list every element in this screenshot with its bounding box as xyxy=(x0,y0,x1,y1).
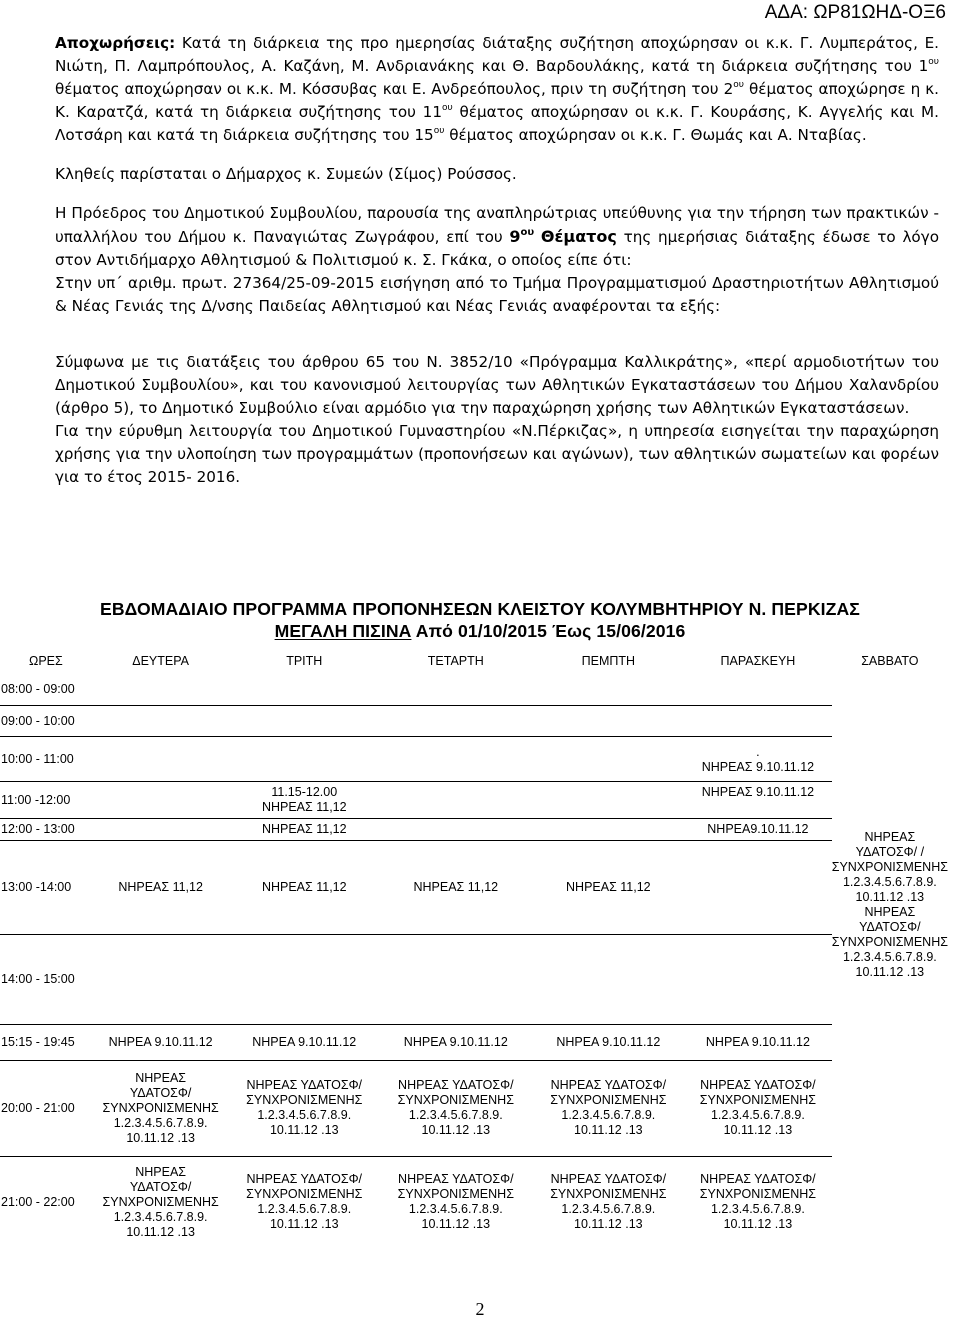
booking-line: 10.11.12 .13 xyxy=(723,1217,793,1232)
monday-cell xyxy=(92,818,230,840)
wednesday-cell xyxy=(379,1060,533,1156)
empty-cell xyxy=(379,781,684,818)
ordinal-sup: ου xyxy=(928,56,939,67)
time-slot: 20:00 - 21:00 xyxy=(0,1060,92,1156)
booking-line: 10.11.12 .13 xyxy=(574,1217,643,1232)
thursday-cell xyxy=(533,1060,685,1156)
wednesday-cell: ΝΗΡΕΑ 9.10.11.12 xyxy=(379,1024,533,1060)
booking-text: ΝΗΡΕΑΣ 9.10.11.12 xyxy=(701,784,815,799)
friday-cell xyxy=(684,840,832,934)
schedule-title: ΕΒΔΟΜΑΔΙΑΙΟ ΠΡΟΓΡΑΜΜΑ ΠΡΟΠΟΝΗΣΕΩΝ ΚΛΕΙΣΤΟΥ ΚΟΛΥΜΒΗΤΗΡΙΟΥ Ν. ΠΕΡΚΙΖΑΣ xyxy=(100,599,860,619)
legal-paragraph: Σύμφωνα με τις διατάξεις του άρθρου 65 του Ν. 3852/10 «Πρόγραμμα Καλλικράτης», «περί αρμοδιοτήτων του Δημοτικού Συμβουλίου», και του κανονισμού λειτουργίας των Αθλητικών Εγκαταστάσεων του Δήμου Χαλανδρίου (άρθρο 5), το Δημοτικό Συμβούλιο είναι αρμόδιο για την παραχώρηση χρήσης των Αθλητικών Εγκαταστάσεων. xyxy=(55,353,939,417)
header-thursday: ΠΕΜΠΤΗ xyxy=(581,654,636,668)
saturday-cell xyxy=(832,1024,948,1060)
empty-cell xyxy=(92,736,684,781)
monday-cell: ΝΗΡΕΑ 9.10.11.12 xyxy=(92,1024,230,1060)
booking-line: ΝΗΡΕΑΣ ΥΔΑΤΟΣΦ/ xyxy=(550,1078,667,1092)
page-number: 2 xyxy=(475,1299,485,1319)
booking-line: ΝΗΡΕΑΣ xyxy=(135,1070,187,1085)
monday-cell xyxy=(92,1156,230,1248)
tuesday-cell xyxy=(229,781,379,818)
booking-line: ΝΗΡΕΑΣ ΥΔΑΤΟΣΦ/ xyxy=(398,1172,514,1187)
table-row xyxy=(0,674,948,705)
tuesday-cell: ΝΗΡΕΑΣ 11,12 xyxy=(229,818,379,840)
absences-paragraph xyxy=(55,32,939,147)
absences-text-4: θέματος αποχώρησαν οι κ.κ. Γ. Κουράσης, Κ. Αγγελής και Μ. Λοτσάρη και κατά τη διάρκεια συζήτησης του 15 xyxy=(55,103,939,144)
booking-line: ΝΗΡΕΑΣ ΥΔΑΤΟΣΦ/ xyxy=(700,1078,816,1092)
booking-line: 1.2.3.4.5.6.7.8.9. xyxy=(710,1108,805,1122)
booking-line: ΝΗΡΕΑΣ xyxy=(864,905,916,919)
time-slot: 15:15 - 19:45 xyxy=(0,1024,92,1060)
schedule-subtitle xyxy=(0,620,960,642)
wednesday-cell xyxy=(379,1156,533,1248)
absences-text-1: Κατά τη διάρκεια της προ ημερησίας διάταξης συζήτηση αποχώρησαν οι κ.κ. Γ. Λυμπεράτος, Ε. Νιώτη, Π. Λαμπρόπουλος, Α. Καζάνη, Μ. Ανδριανάκης και Θ. Βαρδουλάκης, κατά τη διάρκεια συζήτησης του 1 xyxy=(55,34,939,75)
booking-line: ΥΔΑΤΟΣΦ/ xyxy=(129,1085,192,1100)
monday-cell: ΝΗΡΕΑΣ 11,12 xyxy=(92,840,230,934)
booking-line: 1.2.3.4.5.6.7.8.9. xyxy=(561,1202,656,1217)
booking-line: ΝΗΡΕΑΣ xyxy=(864,830,916,844)
header-monday: ΔΕΥΤΕΡΑ xyxy=(132,654,189,668)
saturday-block xyxy=(832,818,948,1024)
booking-line: ΝΗΡΕΑΣ ΥΔΑΤΟΣΦ/ xyxy=(246,1078,363,1092)
time-slot: 12:00 - 13:00 xyxy=(0,818,92,840)
time-slot: 13:00 -14:00 xyxy=(0,840,92,934)
friday-cell xyxy=(684,736,832,781)
intro-text-2: της ημερήσιας διάταξης έδωσε το λόγο στον Αντιδήμαρχο Αθλητισμού & Πολιτισμού κ. Σ. Γκάκα, ο οποίος είπε ότι: xyxy=(55,228,940,269)
time-slot: 21:00 - 22:00 xyxy=(1,1195,75,1210)
friday-cell xyxy=(684,1156,832,1248)
tuesday-cell xyxy=(229,1060,379,1156)
absences-text-5: θέματος αποχώρησαν οι κ.κ. Γ. Θωμάς και Α. Νταβίας. xyxy=(444,126,867,144)
dot-mark: . xyxy=(756,744,760,759)
booking-line: 10.11.12 .13 xyxy=(855,890,925,904)
table-header-row xyxy=(0,648,948,674)
monday-cell xyxy=(92,781,230,818)
subject-word: Θέματος xyxy=(540,227,617,246)
booking-line: ΣΥΝΧΡΟΝΙΣΜΕΝΗΣ xyxy=(699,1093,817,1107)
booking-line: ΣΥΝΧΡΟΝΙΣΜΕΝΗΣ xyxy=(550,1093,667,1107)
friday-cell: ΝΗΡΕΑ9.10.11.12 xyxy=(684,818,832,840)
booking-line: ΣΥΝΧΡΟΝΙΣΜΕΝΗΣ xyxy=(246,1093,363,1107)
friday-cell: ΝΗΡΕΑ 9.10.11.12 xyxy=(684,1024,832,1060)
booking-line: 1.2.3.4.5.6.7.8.9. xyxy=(113,1209,208,1224)
ordinal-sup: ου xyxy=(733,79,744,90)
header-wednesday: ΤΕΤΑΡΤΗ xyxy=(427,654,484,668)
booking-line: ΣΥΝΧΡΟΝΙΣΜΕΝΗΣ xyxy=(831,860,948,874)
saturday-cell xyxy=(832,1060,948,1156)
table-row xyxy=(0,934,948,1024)
saturday-cell xyxy=(832,736,948,781)
thursday-cell xyxy=(533,1156,685,1248)
booking-line: 10.11.12 .13 xyxy=(126,1224,195,1239)
ada-code: ΑΔΑ: ΩΡ81ΩΗΔ-ΟΞ6 xyxy=(764,2,946,23)
header-hours: ΩΡΕΣ xyxy=(29,654,63,668)
monday-cell xyxy=(92,1060,230,1156)
time-slot: 11:00 -12:00 xyxy=(0,781,92,818)
header-tuesday: ΤΡΙΤΗ xyxy=(286,654,323,668)
booking-line: ΥΔΑΤΟΣΦ/ xyxy=(859,920,921,934)
subject-number: 9 xyxy=(509,227,521,246)
booking-line: ΝΗΡΕΑΣ ΥΔΑΤΟΣΦ/ xyxy=(700,1172,816,1187)
mayor-paragraph: Κληθείς παρίσταται ο Δήμαρχος κ. Συμεών (Σίμος) Ρούσσος. xyxy=(55,165,517,183)
friday-cell xyxy=(684,781,832,818)
booking-line: ΣΥΝΧΡΟΝΙΣΜΕΝΗΣ xyxy=(246,1187,363,1202)
table-row xyxy=(0,818,948,840)
absences-text-3: θέματος αποχώρησε η κ. Κ. Καρατζά, κατά τη διάρκεια συζήτησης του 11 xyxy=(55,80,939,121)
wednesday-cell: ΝΗΡΕΑΣ 11,12 xyxy=(379,840,533,934)
tuesday-cell: ΝΗΡΕΑ 9.10.11.12 xyxy=(229,1024,379,1060)
pool-name: ΜΕΓΑΛΗ ΠΙΣΙΝΑ xyxy=(274,621,412,641)
empty-cell xyxy=(92,674,832,705)
booking-line: 1.2.3.4.5.6.7.8.9. xyxy=(842,875,937,889)
booking-line: 10.11.12 .13 xyxy=(126,1130,195,1145)
absences-label: Αποχωρήσεις: xyxy=(55,34,176,52)
friday-cell xyxy=(684,1060,832,1156)
empty-cell xyxy=(379,818,684,840)
empty-cell xyxy=(92,934,832,1024)
booking-text: ΝΗΡΕΑΣ 11,12 xyxy=(261,799,347,814)
booking-line: 10.11.12 .13 xyxy=(723,1123,793,1137)
tuesday-cell xyxy=(229,1156,379,1248)
booking-text: ΝΗΡΕΑΣ 9.10.11.12 xyxy=(701,759,815,774)
booking-line: 10.11.12 .13 xyxy=(269,1123,339,1137)
header-saturday: ΣΑΒΒΑΤΟ xyxy=(861,654,919,668)
booking-line: ΣΥΝΧΡΟΝΙΣΜΕΝΗΣ xyxy=(831,935,948,949)
booking-line: ΣΥΝΧΡΟΝΙΣΜΕΝΗΣ xyxy=(102,1100,219,1115)
table-row xyxy=(0,781,948,818)
booking-line: ΣΥΝΧΡΟΝΙΣΜΕΝΗΣ xyxy=(397,1093,514,1107)
saturday-cell xyxy=(832,1156,948,1248)
absences-text-2: θέματος αποχώρησαν οι κ.κ. Μ. Κόσσυβας και Ε. Ανδρεόπουλος, πριν τη συζήτηση του 2 xyxy=(55,80,734,98)
booking-line: 1.2.3.4.5.6.7.8.9. xyxy=(842,950,937,964)
booking-line: ΣΥΝΧΡΟΝΙΣΜΕΝΗΣ xyxy=(397,1187,514,1202)
ordinal-sup: ου xyxy=(520,226,535,238)
booking-line: 10.11.12 .13 xyxy=(269,1217,339,1232)
booking-line: ΝΗΡΕΑΣ ΥΔΑΤΟΣΦ/ xyxy=(550,1172,667,1187)
table-row xyxy=(0,1156,948,1248)
table-row xyxy=(0,1060,948,1156)
proposal-usage-paragraph: Για την εύρυθμη λειτουργία του Δημοτικού Γυμναστηρίου «Ν.Πέρκιζας», η υπηρεσία εισηγείται την παραχώρηση χρήσης για την υλοποίηση των προγραμμάτων (προπονήσεων και αγώνων), των αθλητικών σωματείων και φορέων για το έτος 2015- 2016. xyxy=(55,422,939,486)
booking-time: 11.15-12.00 xyxy=(271,784,338,799)
booking-line: 1.2.3.4.5.6.7.8.9. xyxy=(257,1202,352,1217)
ordinal-sup: ου xyxy=(442,102,453,113)
time-slot: 14:00 - 15:00 xyxy=(0,934,92,1024)
saturday-cell xyxy=(832,781,948,818)
booking-line: 10.11.12 .13 xyxy=(855,965,925,979)
schedule-table xyxy=(0,648,948,1248)
intro-paragraph xyxy=(55,202,939,272)
booking-line: 1.2.3.4.5.6.7.8.9. xyxy=(257,1108,352,1122)
booking-line: 1.2.3.4.5.6.7.8.9. xyxy=(561,1108,656,1122)
time-slot: 10:00 - 11:00 xyxy=(0,736,92,781)
booking-line: ΣΥΝΧΡΟΝΙΣΜΕΝΗΣ xyxy=(102,1194,219,1209)
schedule-section xyxy=(0,598,960,1239)
proposal-paragraph: Στην υπ΄ αριθμ. πρωτ. 27364/25-09-2015 εισήγηση από το Τμήμα Προγραμματισμού Δραστηριοτήτων Αθλητισμού & Νέας Γενιάς της Δ/νσης Παιδείας Αθλητισμού και Νέας Γενιάς αναφέρονται τα εξής: xyxy=(55,274,939,315)
booking-line: ΝΗΡΕΑΣ xyxy=(135,1164,187,1179)
schedule-period: Από 01/10/2015 Έως 15/06/2016 xyxy=(411,621,686,641)
booking-line: ΥΔΑΤΟΣΦ/ xyxy=(129,1179,192,1194)
table-row xyxy=(0,736,948,781)
booking-line: 10.11.12 .13 xyxy=(574,1123,643,1137)
saturday-cell xyxy=(832,705,948,736)
ordinal-sup: ου xyxy=(433,125,445,136)
table-row xyxy=(0,840,948,934)
time-slot: 09:00 - 10:00 xyxy=(0,705,92,736)
booking-line: 10.11.12 .13 xyxy=(421,1217,491,1232)
booking-line: ΝΗΡΕΑΣ ΥΔΑΤΟΣΦ/ xyxy=(246,1172,363,1187)
booking-line: 1.2.3.4.5.6.7.8.9. xyxy=(113,1115,208,1130)
booking-line: 1.2.3.4.5.6.7.8.9. xyxy=(408,1202,503,1217)
empty-cell xyxy=(92,705,832,736)
booking-line: ΣΥΝΧΡΟΝΙΣΜΕΝΗΣ xyxy=(550,1187,667,1202)
table-row xyxy=(0,705,948,736)
header-friday: ΠΑΡΑΣΚΕΥΗ xyxy=(720,654,796,668)
saturday-cell xyxy=(832,674,948,705)
time-slot: 08:00 - 09:00 xyxy=(0,674,92,705)
booking-line: 1.2.3.4.5.6.7.8.9. xyxy=(710,1202,805,1217)
booking-line: 10.11.12 .13 xyxy=(421,1123,491,1137)
booking-line: ΣΥΝΧΡΟΝΙΣΜΕΝΗΣ xyxy=(699,1187,817,1202)
tuesday-cell: ΝΗΡΕΑΣ 11,12 xyxy=(229,840,379,934)
thursday-cell: ΝΗΡΕΑ 9.10.11.12 xyxy=(533,1024,685,1060)
thursday-cell: ΝΗΡΕΑΣ 11,12 xyxy=(533,840,685,934)
table-row xyxy=(0,1024,948,1060)
intro-text-1: Η Πρόεδρος του Δημοτικού Συμβουλίου, παρουσία της αναπληρώτριας υπεύθυνης για την τήρηση των πρακτικών - υπαλλήλου του Δήμου κ. Παναγιώτας Ζωγράφου, επί του xyxy=(55,204,939,246)
booking-line: 1.2.3.4.5.6.7.8.9. xyxy=(408,1108,503,1122)
document-body xyxy=(55,32,939,489)
booking-line: ΥΔΑΤΟΣΦ/ / xyxy=(855,845,925,859)
booking-line: ΝΗΡΕΑΣ ΥΔΑΤΟΣΦ/ xyxy=(398,1078,514,1092)
